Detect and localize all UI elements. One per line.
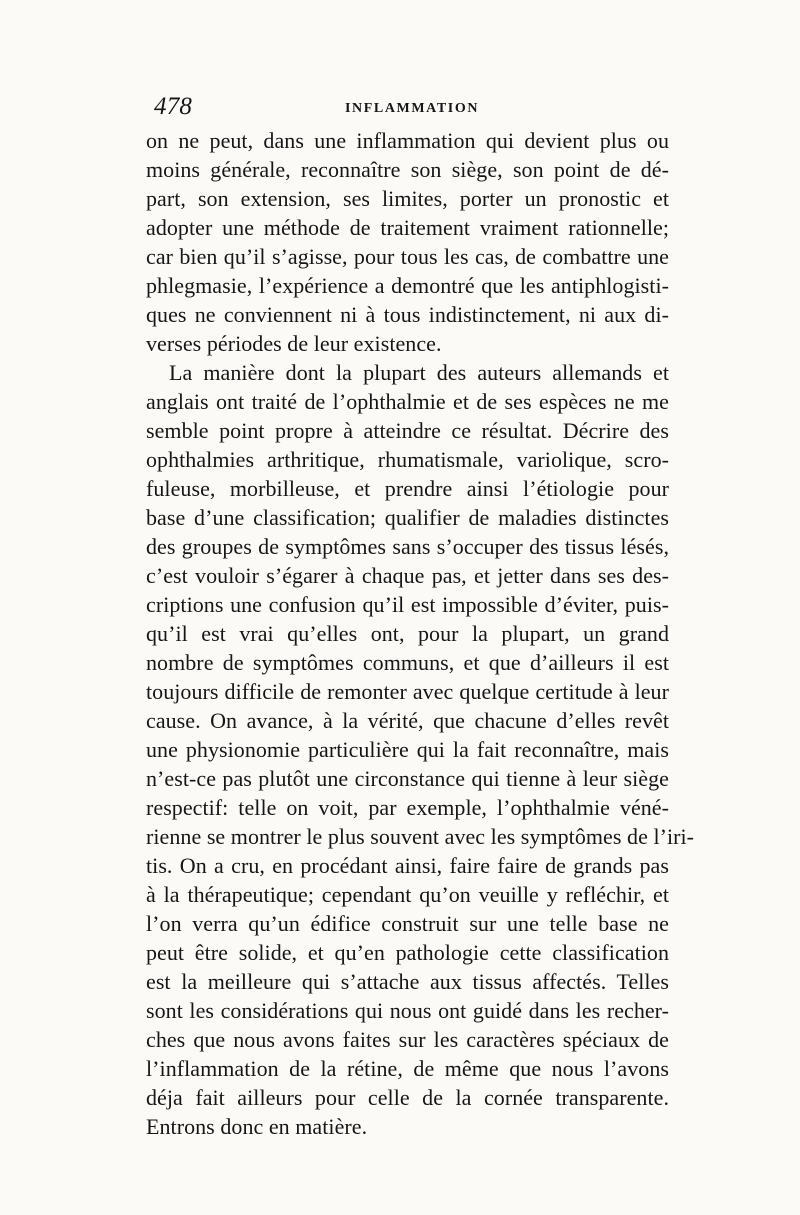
- text-line: ques ne conviennent ni à tous indistinctement, ni aux di-: [146, 302, 669, 327]
- text-line: nombre de symptômes communs, et que d’ailleurs il est: [146, 650, 669, 675]
- text-line: n’est-ce pas plutôt une circonstance qui tienne à leur siège: [146, 766, 669, 791]
- text-line: ches que nous avons faites sur les caractères spéciaux de: [146, 1027, 669, 1052]
- running-title: INFLAMMATION: [345, 101, 480, 116]
- text-line: car bien qu’il s’agisse, pour tous les cas, de combattre une: [146, 244, 669, 269]
- text-line: adopter une méthode de traitement vraiment rationnelle;: [146, 215, 669, 240]
- text-line: des groupes de symptômes sans s’occuper des tissus lésés,: [146, 534, 669, 559]
- text-line: déja fait ailleurs pour celle de la cornée transparente.: [146, 1085, 669, 1110]
- text-line: cause. On avance, à la vérité, que chacune d’elles revêt: [146, 708, 669, 733]
- text-line: phlegmasie, l’expérience a demontré que les antiphlogisti-: [146, 273, 669, 298]
- text-line: moins générale, reconnaître son siège, son point de dé-: [146, 157, 669, 182]
- paragraph-1: [146, 126, 669, 358]
- text-line: La manière dont la plupart des auteurs allemands et: [169, 360, 669, 385]
- text-line: l’inflammation de la rétine, de même que nous l’avons: [146, 1056, 669, 1081]
- text-line: peut être solide, et qu’en pathologie cette classification: [146, 940, 669, 965]
- text-line: sont les considérations qui nous ont guidé dans les recher-: [146, 998, 669, 1023]
- text-line: ophthalmies arthritique, rhumatismale, variolique, scro-: [146, 447, 669, 472]
- page-header: [142, 92, 672, 126]
- page-number: 478: [154, 93, 193, 120]
- text-line: anglais ont traité de l’ophthalmie et de ses espèces ne me: [146, 389, 669, 414]
- text-line: verses périodes de leur existence.: [146, 331, 442, 356]
- body-text: [146, 126, 695, 1141]
- text-line: c’est vouloir s’égarer à chaque pas, et jetter dans ses des-: [146, 563, 669, 588]
- text-line: criptions une confusion qu’il est impossible d’éviter, puis-: [146, 592, 669, 617]
- text-line: respectif: telle on voit, par exemple, l’ophthalmie véné-: [146, 795, 669, 820]
- text-line: semble point propre à atteindre ce résultat. Décrire des: [146, 418, 669, 443]
- text-line: qu’il est vrai qu’elles ont, pour la plupart, un grand: [146, 621, 669, 646]
- text-line: est la meilleure qui s’attache aux tissus affectés. Telles: [146, 969, 669, 994]
- text-line: une physionomie particulière qui la fait reconnaître, mais: [146, 737, 669, 762]
- text-line: base d’une classification; qualifier de maladies distinctes: [146, 505, 669, 530]
- text-line: part, son extension, ses limites, porter un pronostic et: [146, 186, 669, 211]
- text-line: fuleuse, morbilleuse, et prendre ainsi l’étiologie pour: [146, 476, 669, 501]
- text-line: l’on verra qu’un édifice construit sur une telle base ne: [146, 911, 669, 936]
- text-line: Entrons donc en matière.: [146, 1114, 368, 1139]
- text-line: on ne peut, dans une inflammation qui devient plus ou: [146, 128, 669, 153]
- paragraph-2: [146, 358, 695, 1141]
- text-line: toujours difficile de remonter avec quelque certitude à leur: [146, 679, 669, 704]
- text-line: rienne se montrer le plus souvent avec les symptômes de l’iri-: [146, 824, 695, 849]
- text-line: tis. On a cru, en procédant ainsi, faire faire de grands pas: [146, 853, 669, 878]
- text-line: à la thérapeutique; cependant qu’on veuille y refléchir, et: [146, 882, 669, 907]
